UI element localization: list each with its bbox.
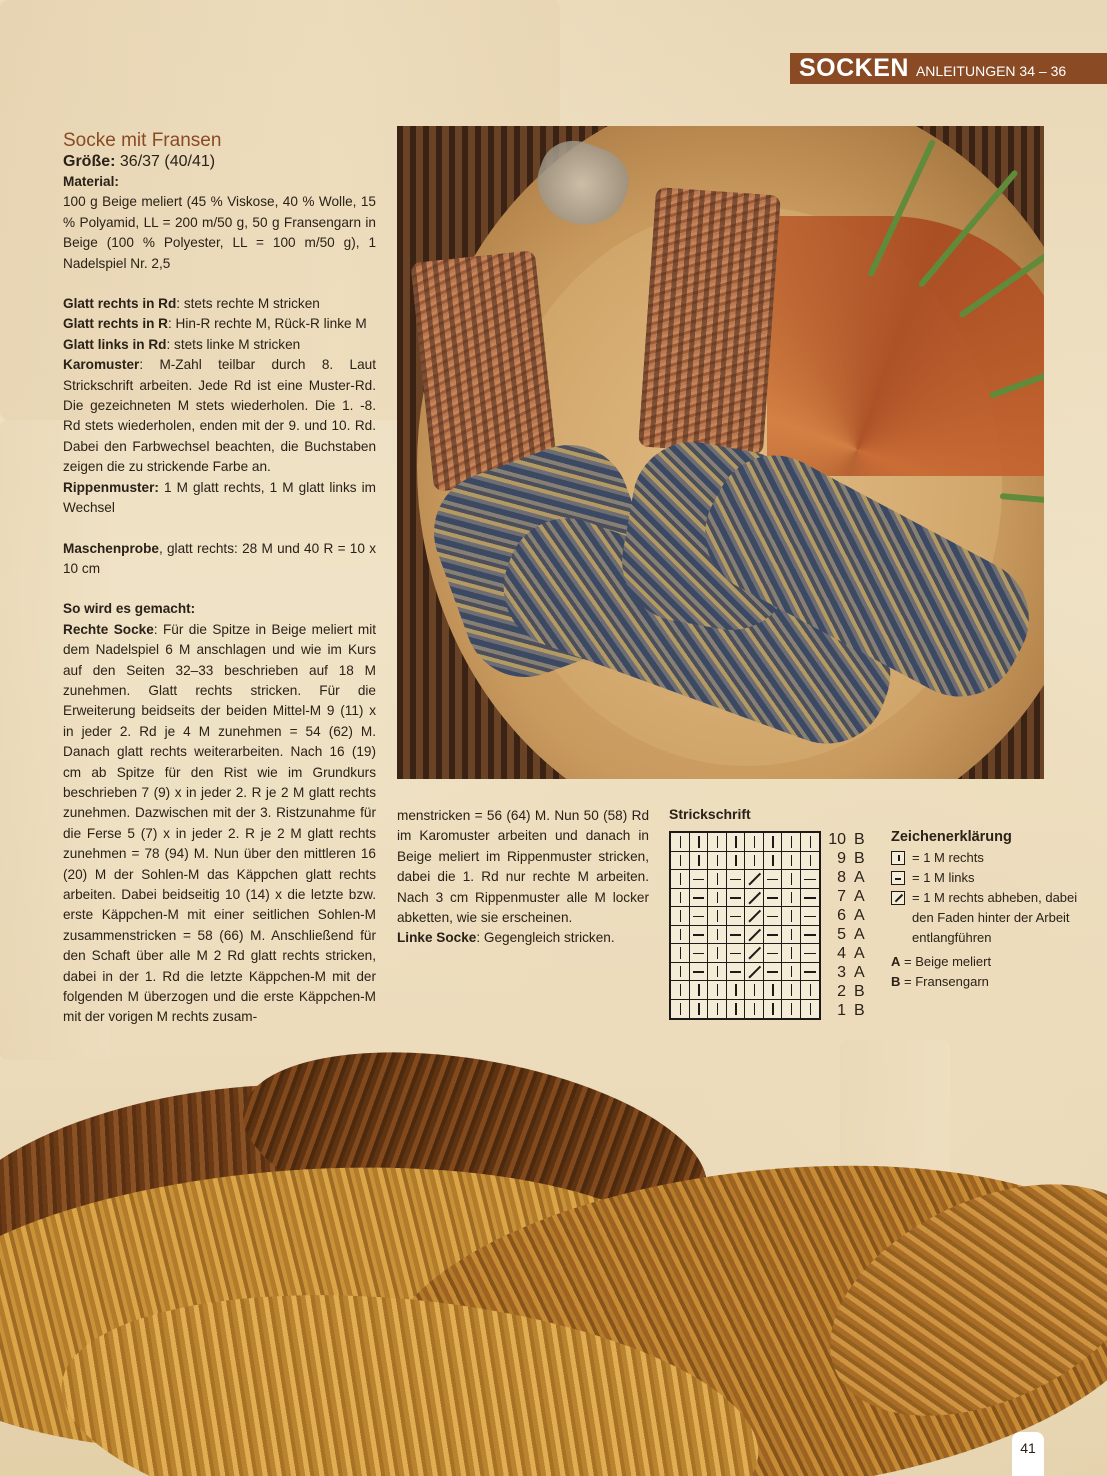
- chart-cell: [782, 889, 801, 908]
- chart-row-label: [826, 850, 876, 869]
- chart-row-label: [826, 888, 876, 907]
- chart-cell: [690, 907, 709, 926]
- legend-item-slip: = 1 M rechts abheben, dabei den Faden hinter der Arbeit entlangführen: [891, 888, 1091, 948]
- chart-cell: [690, 870, 709, 889]
- row-number: 4: [837, 944, 846, 962]
- chart-cell: [801, 852, 820, 871]
- row-number: 9: [837, 850, 846, 868]
- chart-cell: [745, 833, 764, 852]
- knit-symbol-icon: [891, 851, 905, 865]
- chart-cell: [671, 981, 690, 1000]
- section-subtitle: ANLEITUNGEN 34 – 36: [915, 63, 1067, 79]
- size-line: [63, 152, 376, 172]
- chart-cell: [782, 981, 801, 1000]
- chart-cell: [764, 963, 783, 982]
- chart-cell: [801, 889, 820, 908]
- section-title: SOCKEN: [799, 54, 909, 82]
- row-number: 7: [837, 888, 846, 906]
- right-sock-instructions: Rechte Socke: Für die Spitze in Beige meliert mit dem Nadelspiel 6 M anschlagen und wie im Kurs auf den Seiten 32–33 beschrieben auf 18 M zunehmen. Glatt rechts stricken. Für die Erweiterung beidseits der beiden Mittel-M 9 (11) x in jeder 2. Rd je 4 M zunehmen = 54 (62) M. Danach glatt rechts weiterarbeiten. Nach 16 (19) cm ab Spitze für den Rist wie im Grundkurs beschrieben 7 (9) x in jeder 2. R je 2 M glatt rechts zunehmen. Dazwischen mit der 3. Ristzunahme für die Ferse 5 (7) x in jeder 2. R je 2 M glatt rechts zunehmen = 78 (94) M. Nun über den mittleren 16 (20) M der Sohlen-M das Käppchen glatt rechts arbeiten. Dabei beidseitig 10 (14) x die letzte bzw. erste Käppchen-M mit einer seitlichen Sohlen-M zusammenstricken = 58 (66) M. Anschließend für den Schaft über alle M 2 Rd glatt rechts stricken, dabei in der 1. Rd die letzte Käppchen-M mit der folgenden M überzogen und die erste Käppchen-M mit der vorigen M rechts zusam-: [63, 621, 376, 1025]
- chart-cell: [782, 907, 801, 926]
- chart-cell: [801, 926, 820, 945]
- chart-cell: [782, 1000, 801, 1019]
- chart-cell: [690, 926, 709, 945]
- chart-cell: [764, 889, 783, 908]
- chart-cell: [764, 1000, 783, 1019]
- row-color-letter: A: [854, 963, 865, 981]
- socks-photo: [397, 126, 1044, 779]
- row-number: 2: [837, 982, 846, 1000]
- chart-cell: [671, 833, 690, 852]
- chart-cell: [782, 870, 801, 889]
- color-legend: [891, 952, 1091, 992]
- chart-cell: [708, 963, 727, 982]
- chart-cell: [727, 852, 746, 871]
- chart-cell: [745, 870, 764, 889]
- chart-cell: [690, 889, 709, 908]
- chart-cell: [745, 889, 764, 908]
- chart-cell: [801, 981, 820, 1000]
- size-value: 36/37 (40/41): [115, 153, 216, 170]
- chart-cell: [764, 852, 783, 871]
- chart-cell: [690, 833, 709, 852]
- row-color-letter: A: [854, 944, 865, 962]
- chart-cell: [801, 870, 820, 889]
- chart-cell: [690, 1000, 709, 1019]
- continuation-text: menstricken = 56 (64) M. Nun 50 (58) Rd im Karomuster arbeiten und danach in Beige meliert im Rippenmuster stricken, dabei die 1. Rd nur rechte M arbeiten. Nach 3 cm Rippenmuster alle M locker abketten, wie sie erscheinen.: [397, 808, 649, 926]
- chart-cell: [745, 907, 764, 926]
- chart-cell: [764, 981, 783, 1000]
- row-color-letter: B: [854, 850, 865, 868]
- slip-symbol-icon: [891, 891, 905, 905]
- chart-cell: [782, 833, 801, 852]
- yarn-skeins-image: [0, 1050, 1107, 1476]
- gauge-text: Maschenprobe, glatt rechts: 28 M und 40 R = 10 x 10 cm: [63, 540, 376, 576]
- row-number: 1: [837, 1001, 846, 1019]
- chart-cell: [745, 1000, 764, 1019]
- chart-cell: [764, 926, 783, 945]
- chart-cell: [708, 870, 727, 889]
- chart-cell: [745, 852, 764, 871]
- chart-title: Strickschrift: [669, 806, 751, 822]
- chart-cell: [727, 963, 746, 982]
- chart-cell: [671, 889, 690, 908]
- chart-cell: [671, 852, 690, 871]
- row-color-letter: B: [854, 982, 865, 1000]
- size-label: Größe:: [63, 153, 116, 170]
- chart-cell: [764, 870, 783, 889]
- legend-item-knit: = 1 M rechts: [891, 848, 1091, 868]
- chart-row-labels: [826, 831, 876, 1020]
- row-number: 3: [837, 963, 846, 981]
- chart-cell: [671, 963, 690, 982]
- row-number: 6: [837, 907, 846, 925]
- chart-cell: [764, 907, 783, 926]
- chart-cell: [764, 944, 783, 963]
- chart-row-label: [826, 869, 876, 888]
- chart-cell: [708, 1000, 727, 1019]
- row-color-letter: A: [854, 925, 865, 943]
- chart-cell: [727, 926, 746, 945]
- technique-item: Glatt rechts in Rd: stets rechte M stricken: [63, 296, 320, 312]
- chart-cell: [801, 833, 820, 852]
- chart-cell: [708, 944, 727, 963]
- article-title: Socke mit Fransen: [63, 130, 222, 151]
- chart-cell: [727, 1000, 746, 1019]
- chart-cell: [708, 833, 727, 852]
- technique-item: Glatt links in Rd: stets linke M stricken: [63, 336, 301, 352]
- chart-cell: [727, 944, 746, 963]
- chart-cell: [690, 963, 709, 982]
- chart-cell: [708, 852, 727, 871]
- chart-cell: [708, 889, 727, 908]
- page-number: 41: [1012, 1432, 1044, 1476]
- technique-item: Karomuster: M-Zahl teilbar durch 8. Laut Strickschrift arbeiten. Jede Rd ist eine Muster-Rd. Die gezeichneten M stets wiederholen. Die 1. -8. Rd stets wiederholen, enden mit der 9. und 10. Rd. Dabei den Farbwechsel beachten, die Buchstaben zeigen die zu strickende Farbe an.: [63, 357, 376, 475]
- chart-cell: [801, 1000, 820, 1019]
- technique-item: Rippenmuster: 1 M glatt rechts, 1 M glatt links im Wechsel: [63, 479, 376, 516]
- knitting-chart: [669, 831, 821, 1020]
- chart-cell: [708, 981, 727, 1000]
- chart-row-label: [826, 907, 876, 926]
- chart-row-label: [826, 831, 876, 850]
- section-header: [790, 53, 1107, 84]
- chart-cell: [782, 926, 801, 945]
- chart-cell: [745, 944, 764, 963]
- row-color-letter: A: [854, 869, 865, 887]
- row-number: 5: [837, 925, 846, 943]
- chart-cell: [671, 1000, 690, 1019]
- chart-row-label: [826, 1001, 876, 1020]
- chart-cell: [727, 889, 746, 908]
- row-color-letter: A: [854, 888, 865, 906]
- howto-heading: So wird es gemacht:: [63, 601, 196, 617]
- material-text: 100 g Beige meliert (45 % Viskose, 40 % Wolle, 15 % Polyamid, LL = 200 m/50 g, 50 g Fransengarn in Beige (100 % Polyester, LL = 100 m/50 g), 1 Nadelspiel Nr. 2,5: [63, 194, 376, 271]
- chart-cell: [671, 870, 690, 889]
- row-number: 8: [837, 869, 846, 887]
- row-number: 10: [828, 831, 846, 849]
- chart-cell: [727, 833, 746, 852]
- chart-cell: [727, 981, 746, 1000]
- sock-cuff: [638, 187, 781, 455]
- chart-row-label: [826, 925, 876, 944]
- chart-cell: [801, 907, 820, 926]
- color-legend-a: A = Beige meliert: [891, 954, 992, 969]
- chart-cell: [690, 944, 709, 963]
- chart-cell: [690, 981, 709, 1000]
- chart-cell: [801, 944, 820, 963]
- technique-item: Glatt rechts in R: Hin-R rechte M, Rück-R linke M: [63, 316, 367, 332]
- chart-row-label: [826, 963, 876, 982]
- chart-cell: [727, 907, 746, 926]
- legend-item-purl: = 1 M links: [891, 868, 1091, 888]
- article-column-left: [63, 130, 376, 1028]
- chart-cell: [671, 944, 690, 963]
- color-legend-b: B = Fransengarn: [891, 974, 989, 989]
- chart-cell: [690, 852, 709, 871]
- chart-row-label: [826, 982, 876, 1001]
- chart-cell: [764, 833, 783, 852]
- chart-cell: [708, 926, 727, 945]
- chart-row-label: [826, 944, 876, 963]
- chart-cell: [745, 926, 764, 945]
- chart-cell: [708, 907, 727, 926]
- chart-cell: [782, 963, 801, 982]
- chart-cell: [671, 907, 690, 926]
- material-heading: Material:: [63, 174, 119, 189]
- article-column-middle: [397, 806, 649, 949]
- chart-cell: [745, 963, 764, 982]
- legend: [891, 827, 1091, 992]
- paper-fan: [767, 216, 1044, 476]
- row-color-letter: A: [854, 907, 865, 925]
- row-color-letter: B: [854, 1001, 865, 1019]
- purl-symbol-icon: [891, 871, 905, 885]
- row-color-letter: B: [854, 831, 865, 849]
- chart-cell: [801, 963, 820, 982]
- legend-title: Zeichenerklärung: [891, 829, 1012, 845]
- left-sock-instructions: Linke Socke: Gegengleich stricken.: [397, 930, 615, 946]
- chart-cell: [745, 981, 764, 1000]
- chart-cell: [782, 944, 801, 963]
- chart-cell: [782, 852, 801, 871]
- chart-cell: [671, 926, 690, 945]
- chart-cell: [727, 870, 746, 889]
